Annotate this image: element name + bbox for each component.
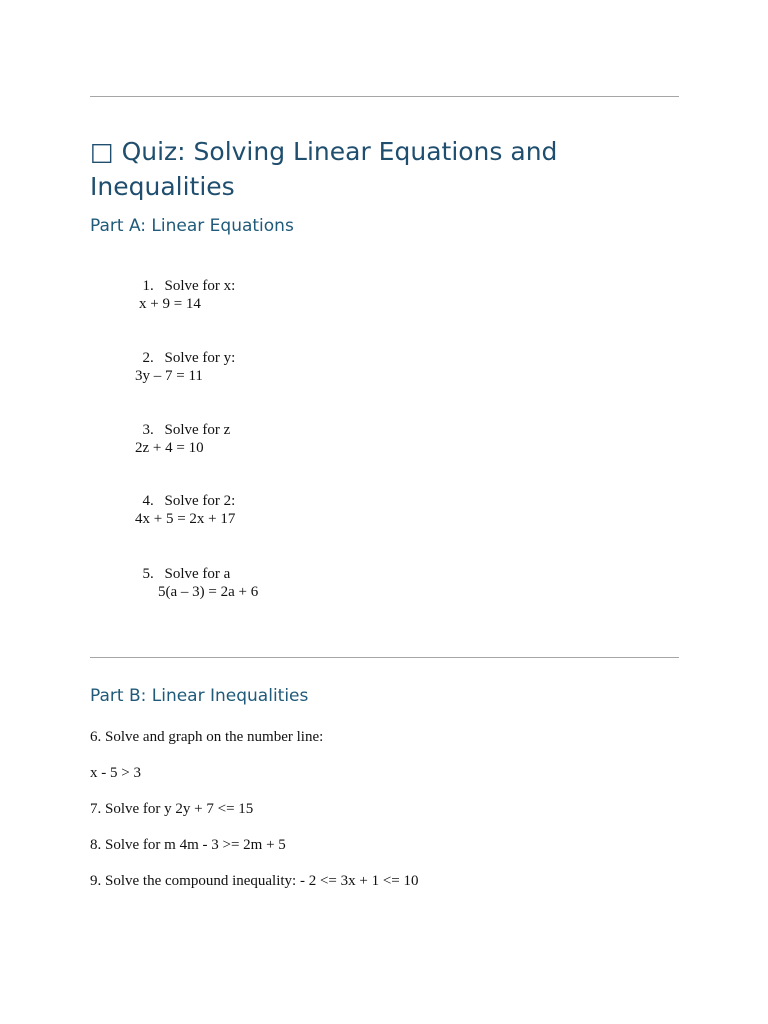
- question-5: [135, 547, 230, 583]
- question-3: [135, 403, 230, 439]
- question-2-equation: 3y – 7 = 11: [135, 368, 203, 384]
- question-2: [135, 331, 235, 367]
- section-divider: [90, 657, 679, 658]
- question-3-prompt: Solve for z: [164, 422, 231, 438]
- question-6: 6. Solve and graph on the number line:: [90, 729, 324, 745]
- question-1-number: 1.: [142, 278, 154, 294]
- question-2-number: 2.: [142, 350, 154, 366]
- question-3-number: 3.: [142, 422, 154, 438]
- part-a-heading: Part A: Linear Equations: [90, 216, 294, 236]
- question-7: 7. Solve for y 2y + 7 <= 15: [90, 801, 254, 817]
- question-9: 9. Solve the compound inequality: - 2 <= 3x + 1 <= 10: [90, 873, 419, 889]
- question-2-prompt: Solve for y:: [164, 350, 236, 366]
- part-b-heading: Part B: Linear Inequalities: [90, 686, 309, 706]
- top-divider: [90, 96, 679, 97]
- question-4-number: 4.: [142, 493, 154, 509]
- question-1: [135, 259, 235, 295]
- quiz-title: □ Quiz: Solving Linear Equations and Inequalities: [90, 137, 558, 201]
- question-5-equation: 5(a – 3) = 2a + 6: [158, 584, 259, 600]
- question-6-inequality: x - 5 > 3: [90, 765, 141, 781]
- question-4-equation: 4x + 5 = 2x + 17: [135, 511, 236, 527]
- question-5-prompt: Solve for a: [164, 566, 231, 582]
- question-4: [135, 474, 235, 510]
- question-1-equation: x + 9 = 14: [139, 296, 201, 312]
- question-5-number: 5.: [142, 566, 154, 582]
- question-8: 8. Solve for m 4m - 3 >= 2m + 5: [90, 837, 286, 853]
- question-1-prompt: Solve for x:: [164, 278, 236, 294]
- question-4-prompt: Solve for 2:: [164, 493, 236, 509]
- question-3-equation: 2z + 4 = 10: [135, 440, 204, 456]
